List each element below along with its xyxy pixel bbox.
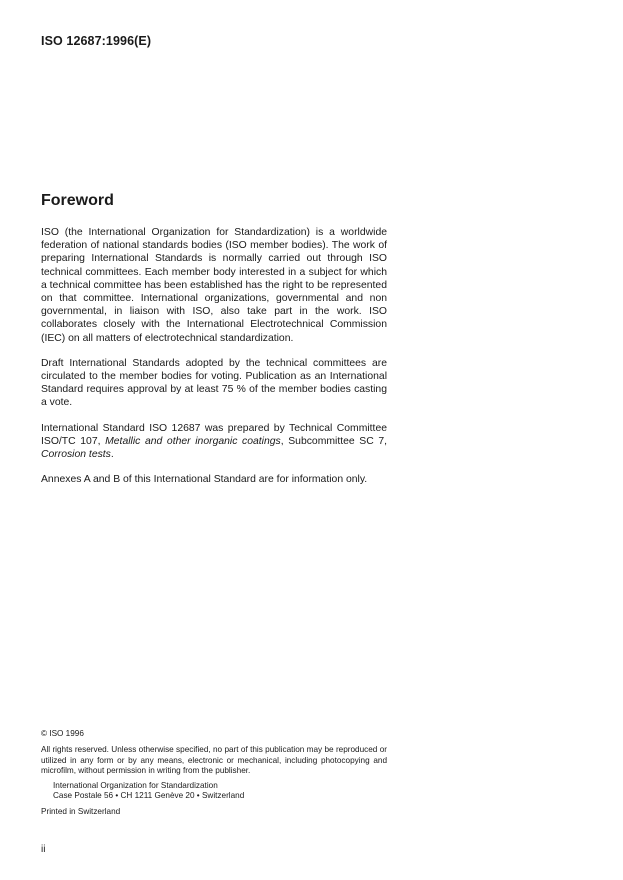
preparation-text-end: . xyxy=(110,449,114,461)
page-number: ii xyxy=(41,844,46,855)
foreword-heading: Foreword xyxy=(41,192,114,209)
subcommittee-title: Corrosion tests xyxy=(41,449,111,461)
publisher-name: International Organization for Standardization xyxy=(53,780,218,790)
preparation-text-start: International Standard ISO 12687 was prepared by Technical Committee ISO/TC 107, xyxy=(41,422,387,447)
paragraph-preparation xyxy=(41,422,387,462)
publisher-postal: Case Postale 56 • CH 1211 Genève 20 • Switzerland xyxy=(53,791,245,801)
rights-statement: All rights reserved. Unless otherwise specified, no part of this publication may be reproduced or utilized in any form or by any means, electronic or mechanical, including photocopying and microfilm, without permission in writing from the publisher. xyxy=(41,745,387,776)
foreword-body xyxy=(41,226,387,498)
copyright-notice: © ISO 1996 xyxy=(41,729,84,738)
committee-title: Metallic and other inorganic coatings xyxy=(105,435,281,447)
standard-identifier: ISO 12687:1996(E) xyxy=(41,34,152,48)
paragraph-iso-intro: ISO (the International Organization for Standardization) is a worldwide federation of national standards bodies (ISO member bodies). The work of preparing International Standards is normally carried out through ISO technical committees. Each member body interested in a subject for which a technical committee has been established has the right to be represented on that committee. International organizations, governmental and non governmental, in liaison with ISO, also take part in the work. ISO collaborates closely with the International Electrotechnical Commission (IEC) on all matters of electrotechnical standardization. xyxy=(41,227,387,344)
publisher-address xyxy=(41,781,387,802)
paragraph-annexes: Annexes A and B of this International Standard are for information only. xyxy=(41,474,368,486)
printed-location: Printed in Switzerland xyxy=(41,807,121,817)
copyright-block xyxy=(41,729,387,818)
paragraph-draft-standards: Draft International Standards adopted by the technical committees are circulated to the member bodies for voting. Publication as an International Standard requires approval by at least 75 % of the member bodies casting a vote. xyxy=(41,357,387,409)
preparation-text-mid: , Subcommittee SC 7, xyxy=(280,435,388,447)
